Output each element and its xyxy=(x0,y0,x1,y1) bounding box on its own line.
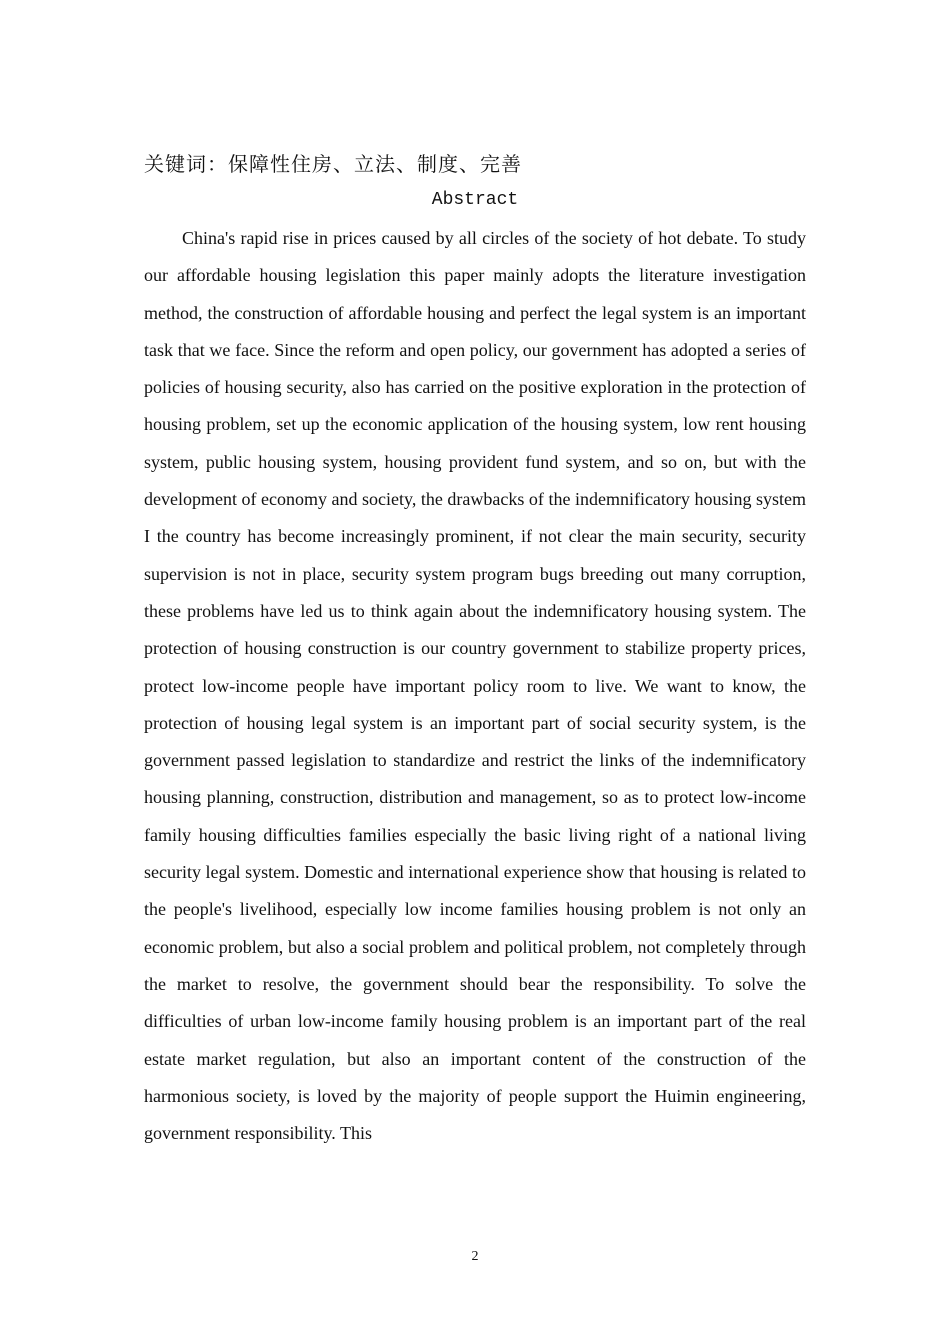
abstract-paragraph: China's rapid rise in prices caused by all circles of the society of hot debate. To study our affordable housing legislation this paper mainly adopts the literature investigation method, the construction of affordable housing and perfect the legal system is an important task that we face. Since the reform and open policy, our government has adopted a series of policies of housing security, also has carried on the positive exploration in the protection of housing problem, set up the economic application of the housing system, low rent housing system, public housing system, housing provident fund system, and so on, but with the development of economy and society, the drawbacks of the indemnificatory housing system I the country has become increasingly prominent, if not clear the main security, security supervision is not in place, security system program bugs breeding out many corruption, these problems have led us to think again about the indemnificatory housing system. The protection of housing construction is our country government to stabilize property prices, protect low-income people have important policy room to live. We want to know, the protection of housing legal system is an important part of social security system, is the government passed legislation to standardize and restrict the links of the indemnificatory housing planning, construction, distribution and management, so as to protect low-income family housing difficulties families especially the basic living right of a national living security legal system. Domestic and international experience show that housing is related to the people's livelihood, especially low income families housing problem is not only an economic problem, but also a social problem and political problem, not completely through the market to resolve, the government should bear the responsibility. To solve the difficulties of urban low-income family housing problem is an important part of the real estate market regulation, but also an important content of the construction of the harmonious society, is loved by the majority of people support the Huimin engineering, government responsibility. This xyxy=(144,228,806,1144)
keywords-line: 关键词：保障性住房、立法、制度、完善 xyxy=(144,152,522,176)
page-number: 2 xyxy=(471,1249,479,1264)
abstract-heading: Abstract xyxy=(431,190,519,210)
